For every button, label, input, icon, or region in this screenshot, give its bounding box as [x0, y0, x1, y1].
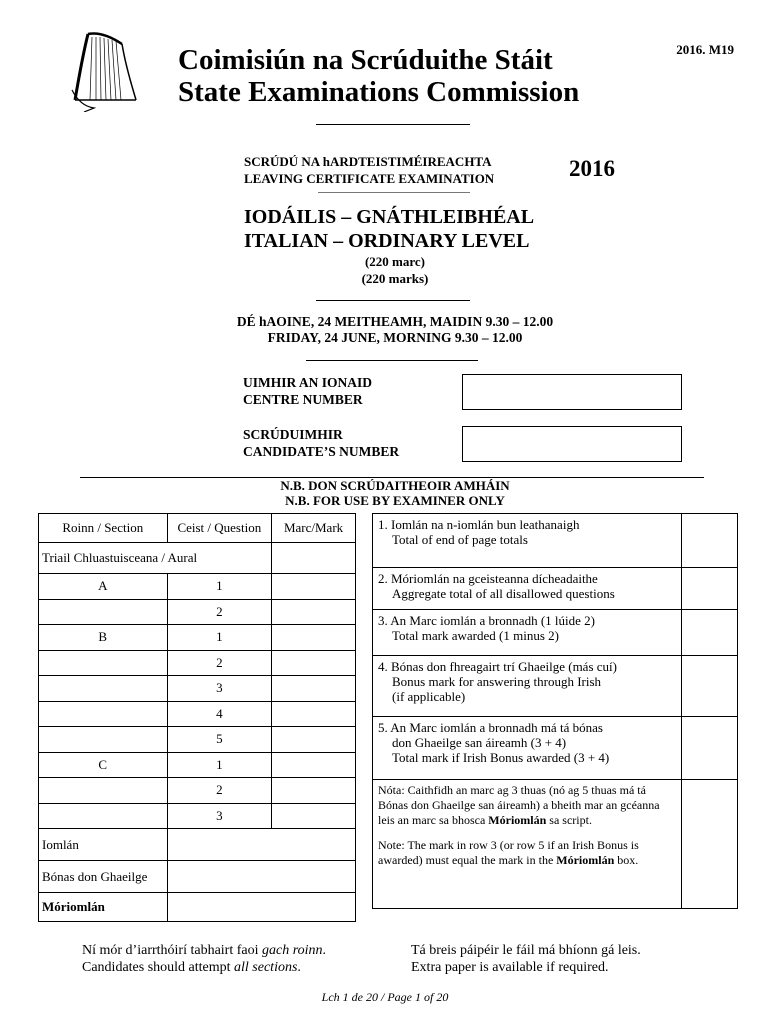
extra-paper-irish: Tá breis páipéir le fáil má bhíonn gá leis.: [411, 943, 641, 958]
section-cell: [39, 727, 168, 753]
summary-table: [372, 513, 738, 909]
instruction-italic: gach roinn: [262, 943, 323, 958]
summary-text: 4. Bónas don fhreagairt trí Ghaeilge (más cuí): [378, 659, 617, 674]
section-cell: [39, 676, 168, 702]
section-cell: [39, 803, 168, 829]
examiner-note-english: N.B. FOR USE BY EXAMINER ONLY: [285, 493, 505, 508]
instruction-english: [82, 959, 326, 976]
question-cell: 1: [167, 625, 272, 651]
bonus-cell[interactable]: [167, 861, 355, 893]
header-question: Ceist / Question: [167, 514, 272, 543]
question-cell: 1: [167, 752, 272, 778]
section-cell: C: [39, 752, 168, 778]
summary-text: Total mark if Irish Bonus awarded (3 + 4): [392, 750, 610, 765]
section-cell: A: [39, 574, 168, 600]
total-cell[interactable]: [167, 829, 355, 861]
date-english: FRIDAY, 24 JUNE, MORNING 9.30 – 12.00: [267, 330, 523, 345]
question-cell: 1: [167, 574, 272, 600]
mark-cell[interactable]: [272, 752, 356, 778]
question-cell: 5: [167, 727, 272, 753]
summary-row-2: [373, 568, 682, 610]
mark-cell[interactable]: [272, 727, 356, 753]
summary-text: 5. An Marc iomlán a bronnadh má tá bónas: [378, 720, 603, 735]
header-mark: Marc/Mark: [272, 514, 356, 543]
centre-label-english: CENTRE NUMBER: [243, 392, 363, 407]
mark-cell[interactable]: [272, 676, 356, 702]
question-cell: 3: [167, 676, 272, 702]
section-cell: [39, 650, 168, 676]
header-section: Roinn / Section: [39, 514, 168, 543]
summary-mark-cell[interactable]: [682, 656, 738, 717]
section-cell: B: [39, 625, 168, 651]
note-text: box.: [614, 853, 639, 867]
instruction-text: .: [322, 943, 327, 958]
summary-text: (if applicable): [392, 689, 466, 704]
summary-text: Total mark awarded (1 minus 2): [392, 628, 559, 643]
divider: [306, 360, 478, 361]
centre-number-field[interactable]: [462, 374, 682, 410]
extra-paper-english: Extra paper is available if required.: [411, 960, 609, 975]
section-cell: [39, 778, 168, 804]
aural-label: Triail Chluastuisceana / Aural: [39, 543, 272, 574]
exam-name-english: LEAVING CERTIFICATE EXAMINATION: [244, 171, 495, 186]
section-cell: [39, 599, 168, 625]
examiner-note-irish: N.B. DON SCRÚDAITHEOIR AMHÁIN: [280, 478, 510, 493]
summary-text: 1. Iomlán na n-iomlán bun leathanaigh: [378, 517, 580, 532]
exam-name-irish: SCRÚDÚ NA hARDTEISTIMÉIREACHTA: [244, 154, 492, 169]
question-cell: 2: [167, 778, 272, 804]
mark-cell[interactable]: [272, 574, 356, 600]
summary-mark-cell[interactable]: [682, 514, 738, 568]
candidate-number-field[interactable]: [462, 426, 682, 462]
summary-mark-cell[interactable]: [682, 568, 738, 610]
note-text: sa script.: [546, 813, 592, 827]
page-number: Lch 1 de 20 / Page 1 of 20: [321, 990, 449, 1004]
candidate-label-irish: SCRÚDUIMHIR: [243, 427, 343, 442]
candidate-label-english: CANDIDATE’S NUMBER: [243, 444, 400, 459]
title-english: State Examinations Commission: [178, 76, 580, 108]
summary-text: Total of end of page totals: [392, 532, 528, 547]
summary-mark-cell[interactable]: [682, 610, 738, 656]
instruction-text: Candidates should attempt: [82, 960, 235, 975]
divider: [316, 124, 470, 125]
question-cell: 4: [167, 701, 272, 727]
note-text: Nóta: Caithfidh an marc ag 3 thuas (nó ag 5 thuas má tá Bónas don Ghaeilge san áireamh) a bheith mar an gcéanna leis an marc sa bhosca: [378, 783, 660, 827]
subject-irish: IODÁILIS – GNÁTHLEIBHÉAL: [244, 206, 535, 228]
title-irish: Coimisiún na Scrúduithe Stáit: [178, 44, 553, 76]
harp-logo: [70, 28, 142, 112]
grand-total-label: Móriomlán: [39, 893, 168, 922]
instruction-text: Ní mór d’iarrthóirí tabhairt faoi: [82, 943, 262, 958]
exam-year: 2016: [569, 156, 615, 181]
total-label: Iomlán: [39, 829, 168, 861]
mark-cell[interactable]: [272, 778, 356, 804]
mark-cell[interactable]: [272, 543, 356, 574]
note-english: [378, 838, 676, 868]
note-text: Note: The mark in row 3 (or row 5 if an Irish Bonus is awarded) must equal the mark in the: [378, 838, 639, 867]
summary-row-1: [373, 514, 682, 568]
note-irish: [378, 783, 676, 828]
summary-text: Bonus mark for answering through Irish: [392, 674, 602, 689]
mark-cell[interactable]: [272, 803, 356, 829]
instruction-irish: [82, 942, 326, 959]
grand-total-cell[interactable]: [167, 893, 355, 922]
summary-mark-cell[interactable]: [682, 717, 738, 780]
mark-cell[interactable]: [272, 650, 356, 676]
marks-english: (220 marks): [361, 271, 429, 286]
instruction-text: .: [297, 960, 301, 975]
divider: [316, 300, 470, 301]
summary-row-5: [373, 717, 682, 780]
summary-text: Aggregate total of all disallowed questions: [392, 586, 615, 601]
summary-row-4: [373, 656, 682, 717]
summary-text: 3. An Marc iomlán a bronnadh (1 lúide 2): [378, 613, 595, 628]
instructions-right: [411, 942, 641, 976]
note-bold: Móriomlán: [488, 813, 547, 827]
summary-row-3: [373, 610, 682, 656]
question-cell: 2: [167, 599, 272, 625]
instructions-left: [82, 942, 326, 976]
question-cell: 2: [167, 650, 272, 676]
summary-text: 2. Móriomlán na gceisteanna dícheadaithe: [378, 571, 598, 586]
marks-irish: (220 marc): [364, 254, 426, 269]
summary-text: don Ghaeilge san áireamh (3 + 4): [392, 735, 567, 750]
divider: [318, 192, 470, 193]
note-blank-cell: [682, 780, 738, 909]
instruction-italic: all sections: [234, 960, 298, 975]
note-cell: [373, 780, 682, 909]
note-bold: Móriomlán: [556, 853, 615, 867]
marks-table: [38, 513, 356, 922]
mark-cell[interactable]: [272, 599, 356, 625]
paper-code: 2016. M19: [676, 42, 734, 57]
mark-cell[interactable]: [272, 625, 356, 651]
question-cell: 3: [167, 803, 272, 829]
centre-label-irish: UIMHIR AN IONAID: [243, 375, 373, 390]
section-cell: [39, 701, 168, 727]
bonus-label: Bónas don Ghaeilge: [39, 861, 168, 893]
date-irish: DÉ hAOINE, 24 MEITHEAMH, MAIDIN 9.30 – 12.00: [236, 314, 554, 329]
subject-english: ITALIAN – ORDINARY LEVEL: [244, 230, 530, 252]
mark-cell[interactable]: [272, 701, 356, 727]
